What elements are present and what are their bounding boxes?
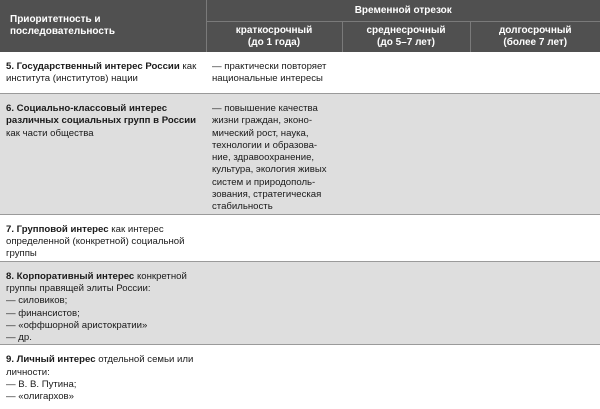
- header-mid-term-range: (до 5–7 лет): [343, 37, 470, 49]
- row-title: 9. Личный интерес: [6, 354, 96, 365]
- short-term-cell: [206, 214, 342, 261]
- row-description: конкретной группы правящей элиты России:: [6, 271, 187, 294]
- header-priority: Приоритетность и последовательность: [0, 0, 206, 52]
- row-priority-cell: [0, 52, 206, 94]
- table-row: [0, 52, 600, 94]
- header-short-term-label: краткосрочный: [207, 25, 342, 37]
- long-term-cell: [470, 345, 600, 409]
- cell-line: культура, экология живых: [212, 164, 336, 176]
- table-row: [0, 94, 600, 215]
- list-item: — В. В. Путина;: [6, 379, 200, 391]
- cell-line: мический рост, наука,: [212, 128, 336, 140]
- row-title: 8. Корпоративный интерес: [6, 271, 134, 282]
- row-description: как института (институтов) нации: [6, 61, 196, 84]
- header-long-term-label: долгосрочный: [471, 25, 600, 37]
- header-mid-term-label: среднесрочный: [343, 25, 470, 37]
- mid-term-cell: [342, 214, 470, 261]
- long-term-cell: [470, 52, 600, 94]
- mid-term-cell: [342, 52, 470, 94]
- row-title: 6. Социально-классовый интерес различных социальных групп в России: [6, 103, 196, 126]
- long-term-cell: [470, 214, 600, 261]
- row-description: отдельной семьи или личности:: [6, 354, 193, 377]
- short-term-cell: [206, 345, 342, 409]
- row-priority-cell: [0, 214, 206, 261]
- row-description: как интерес определенной (конкретной) социальной группы: [6, 224, 184, 260]
- mid-term-cell: [342, 261, 470, 345]
- row-priority-cell: [0, 345, 206, 409]
- row-description: как части общества: [6, 128, 94, 139]
- table-row: [0, 345, 600, 409]
- cell-line: — повышение качества: [212, 103, 336, 115]
- header-time-period: Временной отрезок: [206, 0, 600, 22]
- row-priority-cell: [0, 94, 206, 215]
- cell-line: ние, здравоохранение,: [212, 152, 336, 164]
- list-item: — др.: [6, 332, 200, 344]
- header-short-term: [206, 22, 342, 53]
- long-term-cell: [470, 94, 600, 215]
- short-term-cell: [206, 52, 342, 94]
- cell-line: зования, стратегическая: [212, 189, 336, 201]
- short-term-cell: [206, 261, 342, 345]
- long-term-cell: [470, 261, 600, 345]
- cell-line: жизни граждан, эконо-: [212, 115, 336, 127]
- header-long-term: [470, 22, 600, 53]
- table-row: [0, 214, 600, 261]
- row-title: 5. Государственный интерес России: [6, 61, 180, 72]
- mid-term-cell: [342, 94, 470, 215]
- list-item: — силовиков;: [6, 295, 200, 307]
- row-priority-cell: [0, 261, 206, 345]
- cell-line: систем и природополь-: [212, 177, 336, 189]
- row-title: 7. Групповой интерес: [6, 224, 109, 235]
- cell-line: — практически повторяет: [212, 61, 336, 73]
- cell-line: стабильность: [212, 201, 336, 213]
- cell-line: технологии и образова-: [212, 140, 336, 152]
- cell-line: национальные интересы: [212, 73, 336, 85]
- header-mid-term: [342, 22, 470, 53]
- list-item: — «оффшорной аристократии»: [6, 320, 200, 332]
- short-term-cell: [206, 94, 342, 215]
- header-short-term-range: (до 1 года): [207, 37, 342, 49]
- header-long-term-range: (более 7 лет): [471, 37, 600, 49]
- list-item: — «олигархов»: [6, 391, 200, 403]
- list-item: — финансистов;: [6, 308, 200, 320]
- mid-term-cell: [342, 345, 470, 409]
- table-row: [0, 261, 600, 345]
